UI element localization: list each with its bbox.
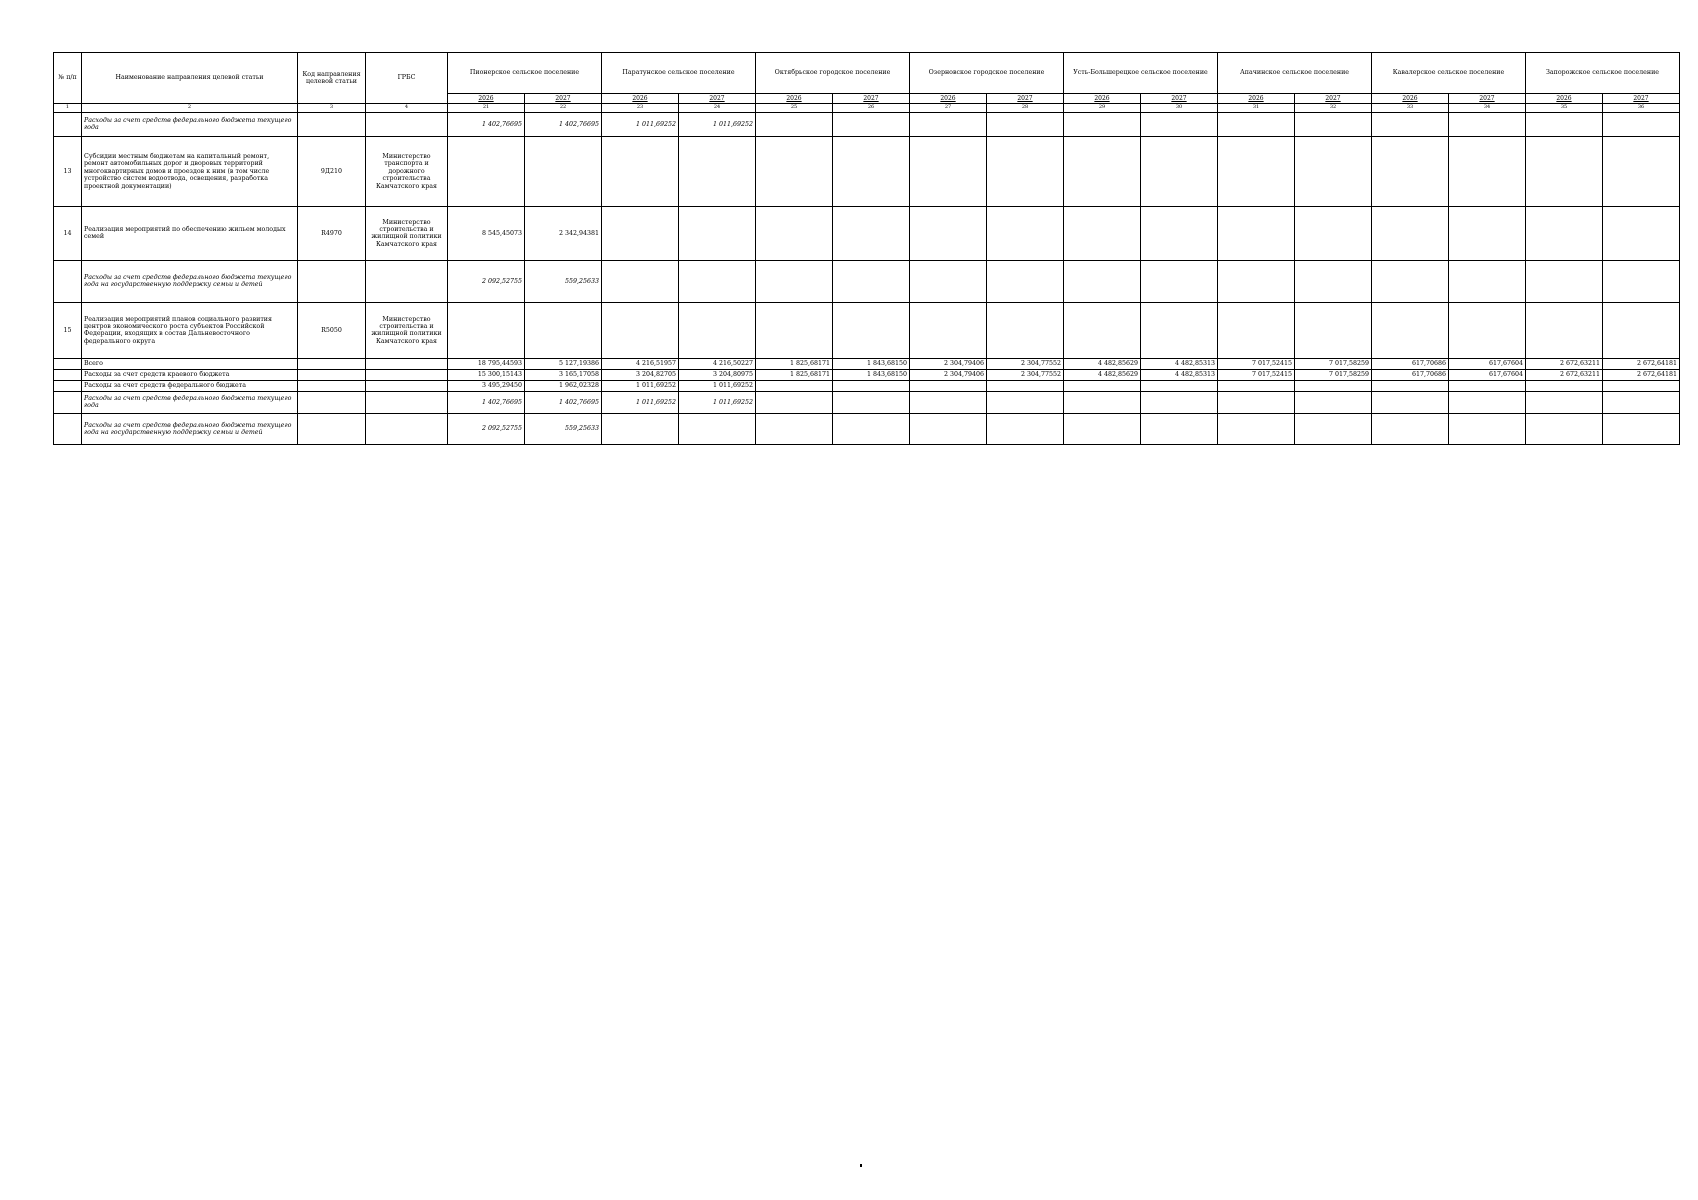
value-cell	[1064, 260, 1141, 302]
header-settlement: Пионерское сельское поселение	[448, 53, 602, 94]
year-header: 2027	[525, 94, 602, 104]
value-cell	[1449, 380, 1526, 391]
row-number	[54, 369, 82, 380]
year-header: 2027	[1603, 94, 1680, 104]
value-cell	[987, 391, 1064, 413]
column-number: 2	[82, 104, 298, 113]
value-cell: 4 216,51957	[602, 358, 679, 369]
value-cell	[679, 413, 756, 444]
value-cell	[679, 136, 756, 206]
value-cell	[1295, 260, 1372, 302]
value-cell	[1218, 391, 1295, 413]
value-cell: 559,25633	[525, 413, 602, 444]
value-cell	[602, 136, 679, 206]
value-cell	[910, 302, 987, 358]
value-cell: 4 482,85629	[1064, 358, 1141, 369]
table-row	[54, 206, 1680, 260]
value-cell	[1372, 380, 1449, 391]
year-header: 2026	[1526, 94, 1603, 104]
table-row	[54, 136, 1680, 206]
value-cell: 1 402,76695	[448, 112, 525, 136]
row-grbs	[366, 260, 448, 302]
year-header: 2027	[833, 94, 910, 104]
row-name: Расходы за счет средств федерального бюджета текущего года на государственную поддержку семьи и детей	[82, 260, 298, 302]
row-code	[298, 391, 366, 413]
value-cell	[756, 413, 833, 444]
year-header: 2027	[679, 94, 756, 104]
value-cell	[833, 206, 910, 260]
row-code	[298, 260, 366, 302]
value-cell	[1218, 206, 1295, 260]
value-cell	[833, 391, 910, 413]
value-cell: 8 545,45073	[448, 206, 525, 260]
value-cell	[1603, 112, 1680, 136]
row-code	[298, 112, 366, 136]
row-grbs: Министерство транспорта и дорожного строительства Камчатского края	[366, 136, 448, 206]
value-cell: 18 795,44593	[448, 358, 525, 369]
value-cell	[756, 302, 833, 358]
value-cell	[910, 413, 987, 444]
value-cell	[1526, 206, 1603, 260]
row-number	[54, 260, 82, 302]
value-cell	[1295, 391, 1372, 413]
header-name: Наименование направления целевой статьи	[82, 53, 298, 104]
value-cell	[1372, 413, 1449, 444]
column-number-row	[54, 104, 1680, 113]
row-code	[298, 369, 366, 380]
value-cell	[910, 260, 987, 302]
value-cell	[987, 206, 1064, 260]
value-cell: 2 672,64181	[1603, 358, 1680, 369]
column-number: 24	[679, 104, 756, 113]
value-cell	[1526, 112, 1603, 136]
column-number: 22	[525, 104, 602, 113]
value-cell: 4 482,85313	[1141, 369, 1218, 380]
value-cell: 2 092,52755	[448, 260, 525, 302]
value-cell: 617,70686	[1372, 358, 1449, 369]
row-name: Расходы за счет средств федерального бюджета текущего года на государственную поддержку семьи и детей	[82, 413, 298, 444]
value-cell	[1218, 112, 1295, 136]
column-number: 32	[1295, 104, 1372, 113]
value-cell: 1 011,69252	[679, 112, 756, 136]
year-header: 2026	[602, 94, 679, 104]
year-header: 2026	[1372, 94, 1449, 104]
column-number: 25	[756, 104, 833, 113]
value-cell	[987, 380, 1064, 391]
row-name: Реализация мероприятий планов социального развития центров экономического роста субъектов Российской Федерации, входящих в состав Дальневосточного федерального округа	[82, 302, 298, 358]
value-cell	[1141, 260, 1218, 302]
value-cell	[1064, 302, 1141, 358]
row-grbs: Министерство строительства и жилищной политики Камчатского края	[366, 302, 448, 358]
value-cell	[987, 136, 1064, 206]
row-grbs	[366, 369, 448, 380]
value-cell	[1603, 413, 1680, 444]
header-settlement: Октябрьское городское поселение	[756, 53, 910, 94]
row-number	[54, 112, 82, 136]
column-number: 1	[54, 104, 82, 113]
value-cell	[1141, 302, 1218, 358]
value-cell	[602, 302, 679, 358]
header-settlement: Апачинское сельское поселение	[1218, 53, 1372, 94]
row-name: Всего	[82, 358, 298, 369]
year-header: 2026	[1064, 94, 1141, 104]
value-cell: 1 402,76695	[525, 391, 602, 413]
value-cell	[1295, 413, 1372, 444]
value-cell	[1603, 136, 1680, 206]
row-number	[54, 391, 82, 413]
value-cell	[1449, 206, 1526, 260]
value-cell: 1 843,68150	[833, 369, 910, 380]
value-cell: 1 402,76695	[448, 391, 525, 413]
table-row	[54, 112, 1680, 136]
year-header: 2027	[1295, 94, 1372, 104]
value-cell	[833, 413, 910, 444]
value-cell	[1064, 391, 1141, 413]
value-cell	[910, 136, 987, 206]
value-cell: 2 304,79406	[910, 369, 987, 380]
table-body	[54, 112, 1680, 444]
year-header: 2027	[987, 94, 1064, 104]
value-cell	[1372, 206, 1449, 260]
value-cell	[1603, 302, 1680, 358]
column-number: 30	[1141, 104, 1218, 113]
header-settlement: Паратунское сельское поселение	[602, 53, 756, 94]
value-cell	[1141, 136, 1218, 206]
table-row	[54, 260, 1680, 302]
value-cell: 1 011,69252	[679, 391, 756, 413]
value-cell: 3 204,80975	[679, 369, 756, 380]
value-cell	[1295, 112, 1372, 136]
row-code	[298, 413, 366, 444]
value-cell	[1603, 206, 1680, 260]
value-cell	[525, 136, 602, 206]
value-cell	[1526, 260, 1603, 302]
value-cell	[1449, 391, 1526, 413]
budget-table	[53, 52, 1680, 445]
row-name: Расходы за счет средств федерального бюджета	[82, 380, 298, 391]
value-cell	[1064, 206, 1141, 260]
value-cell	[1141, 206, 1218, 260]
row-code: R5050	[298, 302, 366, 358]
value-cell: 617,70686	[1372, 369, 1449, 380]
column-number: 35	[1526, 104, 1603, 113]
row-name: Расходы за счет средств федерального бюджета текущего года	[82, 391, 298, 413]
table-row	[54, 358, 1680, 369]
value-cell	[987, 413, 1064, 444]
column-number: 28	[987, 104, 1064, 113]
value-cell	[756, 380, 833, 391]
header-settlement: Усть-Большерецкое сельское поселение	[1064, 53, 1218, 94]
value-cell: 4 216,50227	[679, 358, 756, 369]
value-cell	[833, 380, 910, 391]
value-cell: 4 482,85313	[1141, 358, 1218, 369]
value-cell	[1372, 302, 1449, 358]
value-cell	[1064, 413, 1141, 444]
value-cell	[1218, 260, 1295, 302]
value-cell	[1295, 302, 1372, 358]
value-cell: 2 672,64181	[1603, 369, 1680, 380]
value-cell	[1064, 380, 1141, 391]
value-cell	[910, 391, 987, 413]
value-cell	[910, 380, 987, 391]
value-cell: 4 482,85629	[1064, 369, 1141, 380]
column-number: 34	[1449, 104, 1526, 113]
column-number: 31	[1218, 104, 1295, 113]
row-grbs	[366, 413, 448, 444]
header-settlement: Кавалерское сельское поселение	[1372, 53, 1526, 94]
value-cell	[1603, 380, 1680, 391]
value-cell: 1 962,02328	[525, 380, 602, 391]
value-cell	[1141, 112, 1218, 136]
value-cell: 15 300,15143	[448, 369, 525, 380]
row-number: 13	[54, 136, 82, 206]
header-num: № п/п	[54, 53, 82, 104]
header-grbs: ГРБС	[366, 53, 448, 104]
value-cell: 2 342,94381	[525, 206, 602, 260]
value-cell	[1526, 413, 1603, 444]
value-cell	[1372, 260, 1449, 302]
table-row	[54, 413, 1680, 444]
value-cell	[602, 413, 679, 444]
header-settlement: Озерновское городское поселение	[910, 53, 1064, 94]
value-cell: 1 825,68171	[756, 369, 833, 380]
row-number	[54, 413, 82, 444]
value-cell	[833, 136, 910, 206]
value-cell: 559,25633	[525, 260, 602, 302]
value-cell: 2 092,52755	[448, 413, 525, 444]
value-cell	[987, 302, 1064, 358]
value-cell	[987, 260, 1064, 302]
row-grbs: Министерство строительства и жилищной политики Камчатского края	[366, 206, 448, 260]
value-cell: 5 127,19386	[525, 358, 602, 369]
year-header: 2026	[756, 94, 833, 104]
column-number: 21	[448, 104, 525, 113]
value-cell	[833, 302, 910, 358]
value-cell	[1218, 380, 1295, 391]
value-cell: 2 672,63211	[1526, 358, 1603, 369]
row-code: R4970	[298, 206, 366, 260]
column-number: 36	[1603, 104, 1680, 113]
value-cell: 7 017,52415	[1218, 358, 1295, 369]
row-number	[54, 380, 82, 391]
value-cell: 3 204,82705	[602, 369, 679, 380]
column-number: 3	[298, 104, 366, 113]
value-cell	[910, 206, 987, 260]
header-settlement: Запорожское сельское поселение	[1526, 53, 1680, 94]
row-name: Реализация мероприятий по обеспечению жильем молодых семей	[82, 206, 298, 260]
row-grbs	[366, 380, 448, 391]
value-cell	[1603, 391, 1680, 413]
row-number	[54, 358, 82, 369]
value-cell	[1141, 380, 1218, 391]
value-cell: 3 495,29450	[448, 380, 525, 391]
value-cell	[756, 112, 833, 136]
value-cell: 1 843,68150	[833, 358, 910, 369]
value-cell	[1603, 260, 1680, 302]
year-header: 2026	[448, 94, 525, 104]
value-cell	[910, 112, 987, 136]
value-cell	[1526, 136, 1603, 206]
value-cell	[602, 206, 679, 260]
value-cell	[833, 260, 910, 302]
value-cell	[679, 260, 756, 302]
value-cell	[602, 260, 679, 302]
table-row	[54, 369, 1680, 380]
value-cell	[1064, 136, 1141, 206]
value-cell	[1141, 413, 1218, 444]
column-number: 27	[910, 104, 987, 113]
value-cell: 1 011,69252	[602, 112, 679, 136]
value-cell	[679, 302, 756, 358]
value-cell	[1449, 260, 1526, 302]
table-row	[54, 391, 1680, 413]
row-grbs	[366, 358, 448, 369]
value-cell	[756, 391, 833, 413]
header-row	[54, 53, 1680, 94]
value-cell: 2 304,79406	[910, 358, 987, 369]
value-cell	[1449, 413, 1526, 444]
year-header: 2026	[1218, 94, 1295, 104]
value-cell	[1526, 302, 1603, 358]
value-cell	[1449, 302, 1526, 358]
value-cell	[756, 206, 833, 260]
value-cell: 1 011,69252	[602, 391, 679, 413]
row-name: Расходы за счет средств краевого бюджета	[82, 369, 298, 380]
value-cell: 1 011,69252	[679, 380, 756, 391]
value-cell	[1449, 136, 1526, 206]
row-name: Субсидии местным бюджетам на капитальный ремонт, ремонт автомобильных дорог и дворовых территорий многоквартирных домов и проездов к ним (в том числе устройство систем водоотвода, освещения, разработка проектной документации)	[82, 136, 298, 206]
value-cell: 3 165,17058	[525, 369, 602, 380]
value-cell: 2 304,77552	[987, 358, 1064, 369]
value-cell	[448, 302, 525, 358]
value-cell	[1526, 380, 1603, 391]
value-cell	[756, 136, 833, 206]
value-cell: 7 017,58259	[1295, 358, 1372, 369]
row-number: 14	[54, 206, 82, 260]
value-cell: 2 672,63211	[1526, 369, 1603, 380]
column-number: 29	[1064, 104, 1141, 113]
year-header: 2027	[1141, 94, 1218, 104]
table-row	[54, 380, 1680, 391]
value-cell: 1 402,76695	[525, 112, 602, 136]
year-header: 2026	[910, 94, 987, 104]
column-number: 33	[1372, 104, 1449, 113]
value-cell	[833, 112, 910, 136]
row-name: Расходы за счет средств федерального бюджета текущего года	[82, 112, 298, 136]
value-cell	[1295, 380, 1372, 391]
value-cell: 1 825,68171	[756, 358, 833, 369]
value-cell: 7 017,52415	[1218, 369, 1295, 380]
value-cell	[1218, 136, 1295, 206]
row-code	[298, 358, 366, 369]
row-code	[298, 380, 366, 391]
scan-dot	[860, 1164, 862, 1167]
value-cell	[1526, 391, 1603, 413]
header-code: Код направления целевой статьи	[298, 53, 366, 104]
value-cell	[1372, 391, 1449, 413]
value-cell: 617,67604	[1449, 369, 1526, 380]
value-cell	[1372, 112, 1449, 136]
value-cell	[1295, 206, 1372, 260]
value-cell	[1141, 391, 1218, 413]
value-cell: 2 304,77552	[987, 369, 1064, 380]
column-number: 23	[602, 104, 679, 113]
row-number: 15	[54, 302, 82, 358]
value-cell: 617,67604	[1449, 358, 1526, 369]
value-cell	[1295, 136, 1372, 206]
row-code: 9Д210	[298, 136, 366, 206]
value-cell: 1 011,69252	[602, 380, 679, 391]
value-cell: 7 017,58259	[1295, 369, 1372, 380]
value-cell	[679, 206, 756, 260]
value-cell	[1218, 302, 1295, 358]
value-cell	[1218, 413, 1295, 444]
column-number: 4	[366, 104, 448, 113]
table-row	[54, 302, 1680, 358]
value-cell	[756, 260, 833, 302]
value-cell	[1372, 136, 1449, 206]
value-cell	[1064, 112, 1141, 136]
column-number: 26	[833, 104, 910, 113]
value-cell	[448, 136, 525, 206]
row-grbs	[366, 391, 448, 413]
row-grbs	[366, 112, 448, 136]
value-cell	[987, 112, 1064, 136]
value-cell	[1449, 112, 1526, 136]
year-header: 2027	[1449, 94, 1526, 104]
value-cell	[525, 302, 602, 358]
